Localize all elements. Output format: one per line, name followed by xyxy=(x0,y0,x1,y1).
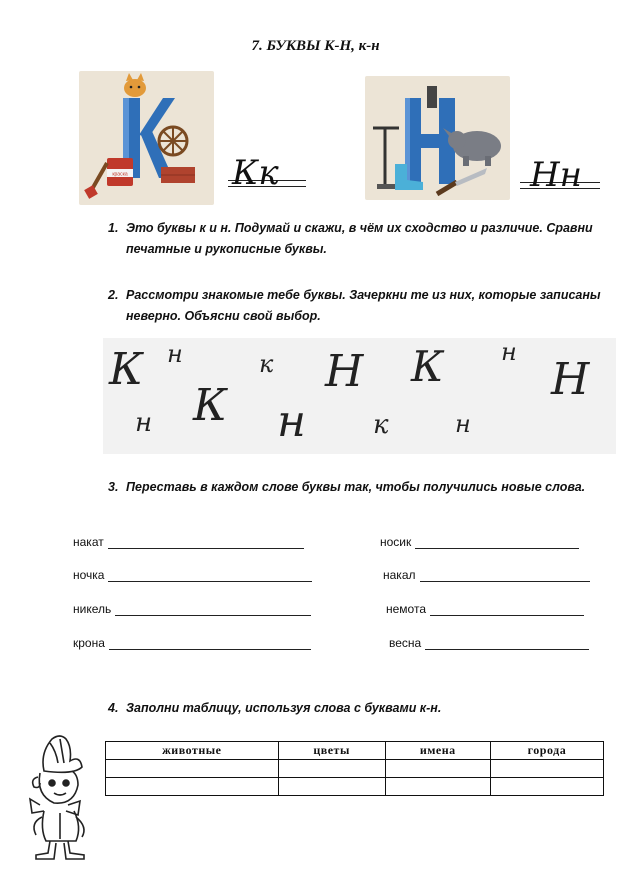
table-cell[interactable] xyxy=(278,778,385,796)
boy-drawing xyxy=(22,733,104,861)
boy-illustration xyxy=(22,733,104,861)
table-row xyxy=(106,760,604,778)
answer-line[interactable] xyxy=(415,536,579,549)
table-header: имена xyxy=(385,742,490,760)
letter-item[interactable]: К xyxy=(193,380,228,431)
answer-line[interactable] xyxy=(109,637,311,650)
word-row: накал xyxy=(383,568,590,582)
word-row: накат xyxy=(73,535,304,549)
task-1: 1. Это буквы к и н. Подумай и скажи, в чём их сходство и различие. Сравни печатные и рукописные буквы. xyxy=(108,221,593,256)
letter-item[interactable]: н xyxy=(135,408,153,438)
table-header-row xyxy=(106,742,604,760)
word-row: никель xyxy=(73,602,311,616)
letter-item[interactable]: н xyxy=(277,396,306,447)
table-cell[interactable] xyxy=(490,778,603,796)
table-row xyxy=(106,778,604,796)
answer-line[interactable] xyxy=(108,536,304,549)
answer-line[interactable] xyxy=(420,569,590,582)
table-header: цветы xyxy=(278,742,385,760)
word-row: ночка xyxy=(73,568,312,582)
table-cell[interactable] xyxy=(385,760,490,778)
table-cell[interactable] xyxy=(106,760,279,778)
fill-table xyxy=(105,741,604,796)
answer-line[interactable] xyxy=(425,637,589,650)
cursive-kk: Кк xyxy=(228,160,306,202)
table-header: города xyxy=(490,742,603,760)
letter-k-picture xyxy=(79,71,214,205)
letter-item[interactable]: н xyxy=(501,338,517,366)
letter-n-picture xyxy=(365,76,510,200)
letter-item[interactable]: к xyxy=(373,410,389,440)
answer-line[interactable] xyxy=(115,603,311,616)
paint-label: краска xyxy=(112,171,128,178)
letter-item[interactable]: н xyxy=(455,410,471,438)
letter-item[interactable]: К xyxy=(411,342,444,391)
illustration-letter-k xyxy=(79,71,214,205)
answer-line[interactable] xyxy=(108,569,312,582)
letter-item[interactable]: Н xyxy=(325,346,364,397)
word-row: весна xyxy=(389,636,589,650)
task-2: 2. Рассмотри знакомые тебе буквы. Зачеркни те из них, которые записаны неверно. Объясни свой выбор. xyxy=(108,288,601,323)
letter-item[interactable]: к xyxy=(259,350,274,378)
table-cell[interactable] xyxy=(385,778,490,796)
table-cell[interactable] xyxy=(490,760,603,778)
table-cell[interactable] xyxy=(278,760,385,778)
table-cell[interactable] xyxy=(106,778,279,796)
letters-exercise xyxy=(103,338,616,454)
word-row: носик xyxy=(380,535,579,549)
page-title: 7. БУКВЫ К-Н, к-н xyxy=(251,38,380,54)
cursive-nn: Нн xyxy=(520,162,600,204)
letter-item[interactable]: Н xyxy=(551,354,590,405)
table-header: животные xyxy=(106,742,279,760)
task-3: 3. Переставь в каждом слове буквы так, чтобы получились новые слова. xyxy=(108,480,586,494)
answer-line[interactable] xyxy=(430,603,584,616)
word-row: крона xyxy=(73,636,311,650)
task-4: 4. Заполни таблицу, используя слова с буквами к-н. xyxy=(108,701,442,715)
letter-item[interactable]: К xyxy=(109,344,144,395)
word-row: немота xyxy=(386,602,584,616)
illustration-letter-n xyxy=(365,76,510,200)
letter-item[interactable]: н xyxy=(167,340,183,368)
